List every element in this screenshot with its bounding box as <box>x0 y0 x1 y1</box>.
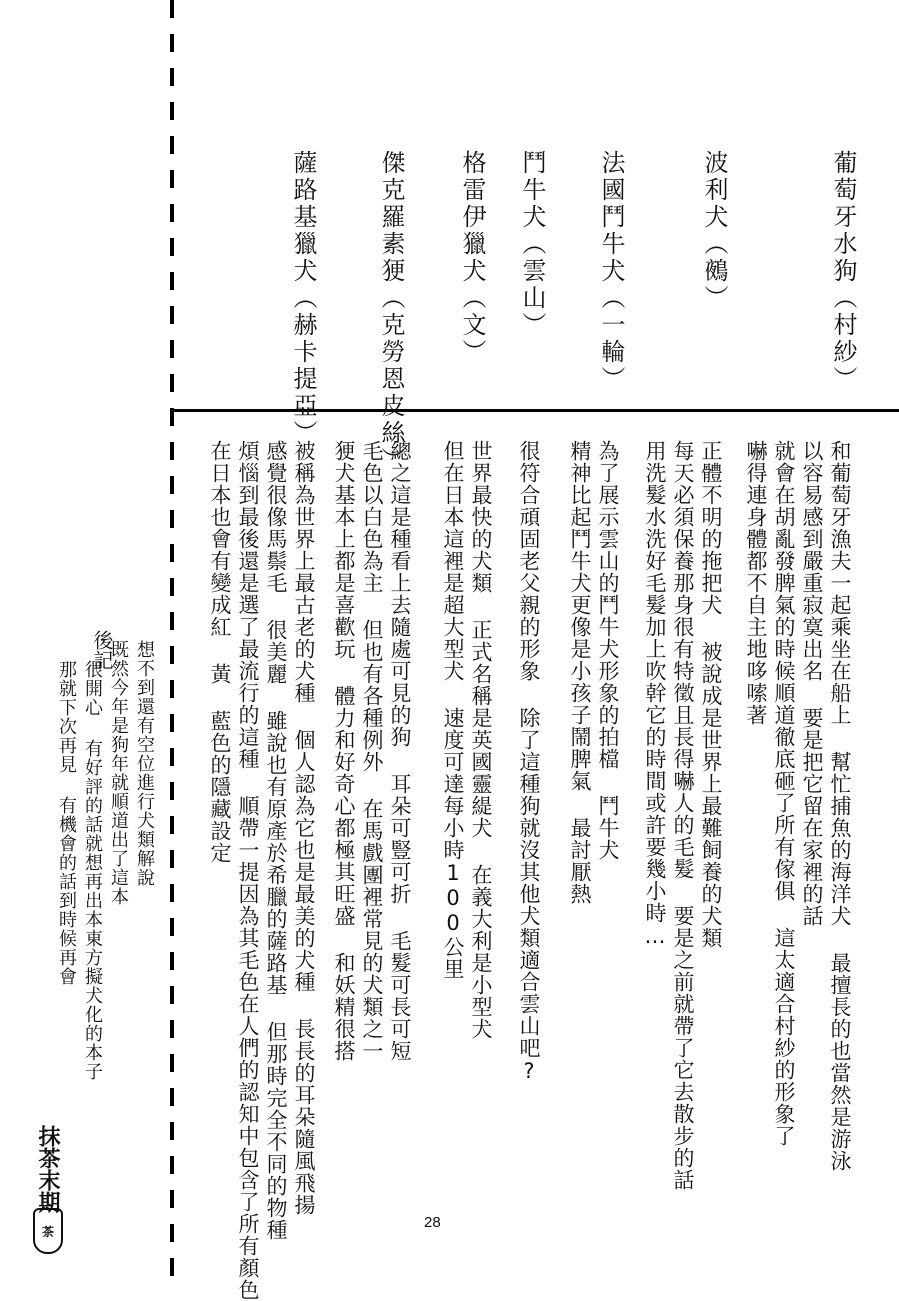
breed-name: 鬥牛犬（雲山） <box>518 150 546 339</box>
description-line: 被稱為世界上最古老的犬種 個人認為它也是最美的犬種 長長的耳朵隨風飛揚 <box>292 440 316 1216</box>
description-line: 用洗髮水洗好毛髮加上吹幹它的時間或許要幾小時… <box>643 440 667 949</box>
description-line: 以容易感到嚴重寂寞出名 要是把它留在家裡的話 <box>800 440 824 927</box>
description-line: 很符合頑固老父親的形象 除了這種狗就沒其他犬類適合雲山吧? <box>517 440 541 1084</box>
afterword-line: 那就下次再見 有機會的話到時候再會 <box>56 660 77 986</box>
section-divider <box>170 409 899 412</box>
afterword-line: 想不到還有空位進行犬類解說 <box>134 640 155 887</box>
afterword-title: 後記 <box>90 630 114 670</box>
description-line: 在日本也會有變成紅 黃 藍色的隱藏設定 <box>208 440 232 864</box>
description-line: 正體不明的拖把犬 被說成是世界上最難飼養的犬類 <box>699 440 723 949</box>
author-signature: 抹茶末期 <box>35 1125 60 1213</box>
breed-name: 葡萄牙水狗（村紗） <box>829 150 857 393</box>
description-line: 㹴犬基本上都是喜歡玩 體力和好奇心都極其旺盛 和妖精很搭 <box>332 440 356 1062</box>
description-line: 為了展示雲山的鬥牛犬形象的拍檔 鬥牛犬 <box>596 440 620 861</box>
afterword-line: 很開心 有好評的話就想再出本東方擬犬化的本子 <box>82 660 103 1081</box>
breed-name: 波利犬（鵺） <box>700 150 728 312</box>
author-seal-icon <box>33 1208 63 1254</box>
description-line: 每天必須保養那身很有特徵且長得嚇人的毛髮 要是之前就帶了它去散步的話 <box>671 440 695 1191</box>
description-line: 但在日本這裡是超大型犬 速度可達每小時100公里 <box>441 440 465 980</box>
breed-name: 傑克羅素㹴（克勞恩皮絲） <box>377 150 405 474</box>
seal-text: 茶 <box>41 1224 54 1239</box>
dashed-margin-line <box>170 0 174 1285</box>
breed-name: 薩路基獵犬（赫卡提亞） <box>289 150 317 447</box>
description-line: 就會在胡亂發脾氣的時候順道徹底砸了所有傢俱 這太適合村紗的形象了 <box>772 440 796 1147</box>
description-line: 感覺很像馬鬃毛 很美麗 雖說也有原產於希臘的薩路基 但那時完全不同的物種 <box>264 440 288 1241</box>
description-line: 煩惱到最後還是選了最流行的這種 順帶一提因為其毛色在人們的認知中包含了所有顏色 <box>236 440 260 1301</box>
description-line: 和葡萄牙漁夫一起乘坐在船上 幫忙捕魚的海洋犬 最擅長的也當然是游泳 <box>828 440 852 1172</box>
description-line: 總之這是種看上去隨處可見的狗 耳朵可豎可折 毛髮可長可短 <box>388 440 412 1062</box>
afterword-line: 既然今年是狗年就順道出了這本 <box>108 640 129 906</box>
breed-name: 法國鬥牛犬（一輪） <box>597 150 625 393</box>
description-line: 精神比起鬥牛犬更像是小孩子鬧脾氣 最討厭熱 <box>568 440 592 905</box>
description-line: 毛色以白色為主 但也有各種例外 在馬戲團裡常見的犬類之一 <box>360 440 384 1062</box>
description-line: 世界最快的犬類 正式名稱是英國靈緹犬 在義大利是小型犬 <box>469 440 493 1040</box>
breed-name: 格雷伊獵犬（文） <box>458 150 486 366</box>
description-line: 嚇得連身體都不自主地哆嗦著 <box>744 440 768 726</box>
page-number: 28 <box>424 1214 441 1231</box>
